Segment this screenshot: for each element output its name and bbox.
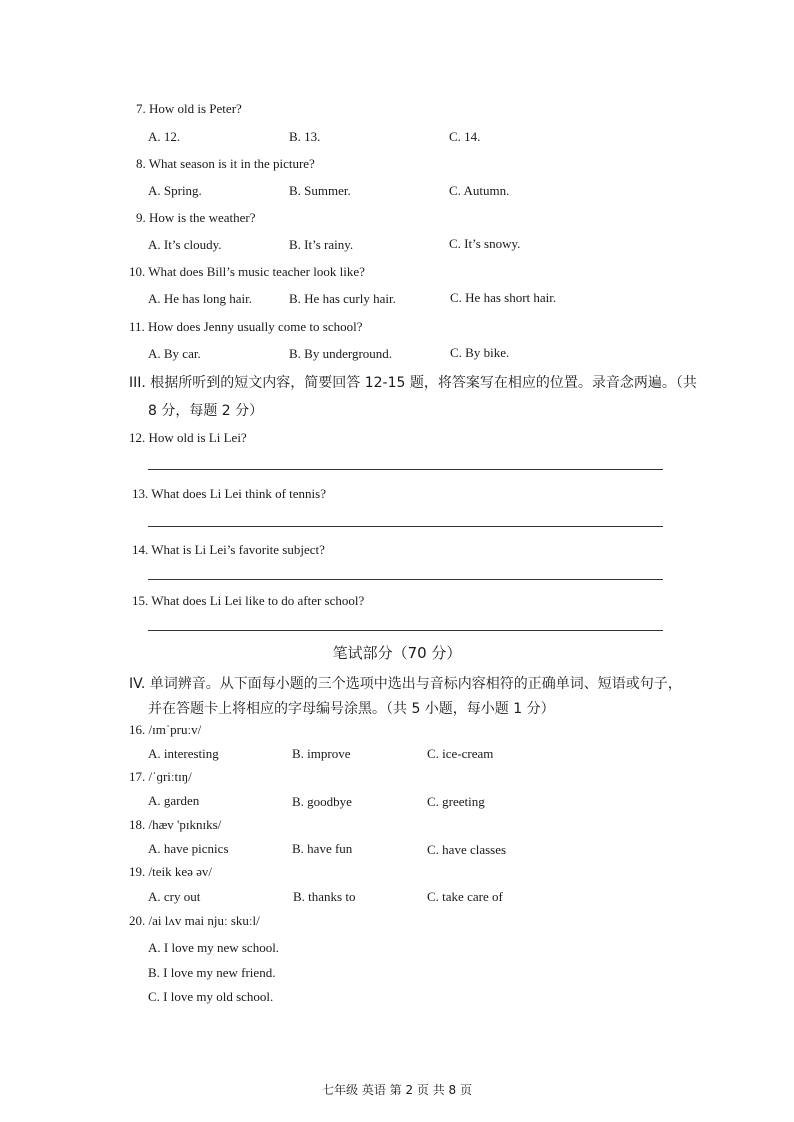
option-11b[interactable]: B. By underground. xyxy=(289,346,393,361)
question-18: 18. /hæv 'pɪknɪks/ xyxy=(129,817,222,832)
question-10: 10. What does Bill’s music teacher look like? xyxy=(129,264,365,279)
option-18c[interactable]: C. have classes xyxy=(427,842,507,857)
answer-line-14[interactable] xyxy=(148,579,663,580)
part4-instruction-line2: 并在答题卡上将相应的字母编号涂黑。（共 5 小题，每小题 1 分） xyxy=(148,701,555,717)
option-11c[interactable]: C. By bike. xyxy=(450,345,510,360)
question-19: 19. /teik keə əv/ xyxy=(129,864,213,879)
option-11a[interactable]: A. By car. xyxy=(148,346,201,361)
part3-instruction-line1: III. 根据所听到的短文内容，简要回答 12-15 题，将答案写在相应的位置。录音念两遍。（共 xyxy=(129,375,697,391)
part4-instruction-line1: IV. 单词辨音。从下面每小题的三个选项中选出与音标内容相符的正确单词、短语或句子， xyxy=(129,676,682,692)
option-19c[interactable]: C. take care of xyxy=(427,889,503,904)
option-20a[interactable]: A. I love my new school. xyxy=(148,940,280,955)
option-20c[interactable]: C. I love my old school. xyxy=(148,989,274,1004)
option-16b[interactable]: B. improve xyxy=(292,746,351,761)
option-17b[interactable]: B. goodbye xyxy=(292,794,352,809)
option-18a[interactable]: A. have picnics xyxy=(148,841,229,856)
question-9: 9. How is the weather? xyxy=(136,210,256,225)
question-15: 15. What does Li Lei like to do after school? xyxy=(132,593,365,608)
option-10c[interactable]: C. He has short hair. xyxy=(450,290,557,305)
answer-line-12[interactable] xyxy=(148,469,663,470)
option-16a[interactable]: A. interesting xyxy=(148,746,219,761)
option-7c[interactable]: C. 14. xyxy=(449,129,481,144)
option-8a[interactable]: A. Spring. xyxy=(148,183,202,198)
page-footer: 七年级 英语 第 2 页 共 8 页 xyxy=(322,1083,472,1097)
answer-line-13[interactable] xyxy=(148,526,663,527)
option-7a[interactable]: A. 12. xyxy=(148,129,181,144)
option-10b[interactable]: B. He has curly hair. xyxy=(289,291,396,306)
question-13: 13. What does Li Lei think of tennis? xyxy=(132,486,326,501)
question-11: 11. How does Jenny usually come to school? xyxy=(129,319,363,334)
option-20b[interactable]: B. I love my new friend. xyxy=(148,965,276,980)
question-20: 20. /ai lʌv mai njuː skuːl/ xyxy=(129,913,260,928)
option-8b[interactable]: B. Summer. xyxy=(289,183,351,198)
question-16: 16. /ɪmˈpruːv/ xyxy=(129,722,202,737)
option-9c[interactable]: C. It’s snowy. xyxy=(449,236,521,251)
question-14: 14. What is Li Lei’s favorite subject? xyxy=(132,542,325,557)
part3-instruction-line2: 8 分，每题 2 分） xyxy=(148,403,264,419)
question-8: 8. What season is it in the picture? xyxy=(136,156,315,171)
option-18b[interactable]: B. have fun xyxy=(292,841,353,856)
option-17c[interactable]: C. greeting xyxy=(427,794,485,809)
question-7: 7. How old is Peter? xyxy=(136,101,242,116)
option-17a[interactable]: A. garden xyxy=(148,793,200,808)
option-8c[interactable]: C. Autumn. xyxy=(449,183,510,198)
answer-line-15[interactable] xyxy=(148,630,663,631)
option-7b[interactable]: B. 13. xyxy=(289,129,321,144)
question-12: 12. How old is Li Lei? xyxy=(129,430,247,445)
option-9a[interactable]: A. It’s cloudy. xyxy=(148,237,222,252)
option-10a[interactable]: A. He has long hair. xyxy=(148,291,252,306)
section-title: 笔试部分（70 分） xyxy=(332,644,462,662)
option-9b[interactable]: B. It’s rainy. xyxy=(289,237,354,252)
question-17: 17. /ˈɡriːtɪŋ/ xyxy=(129,769,192,784)
option-16c[interactable]: C. ice-cream xyxy=(427,746,494,761)
option-19a[interactable]: A. cry out xyxy=(148,889,201,904)
option-19b[interactable]: B. thanks to xyxy=(293,889,356,904)
